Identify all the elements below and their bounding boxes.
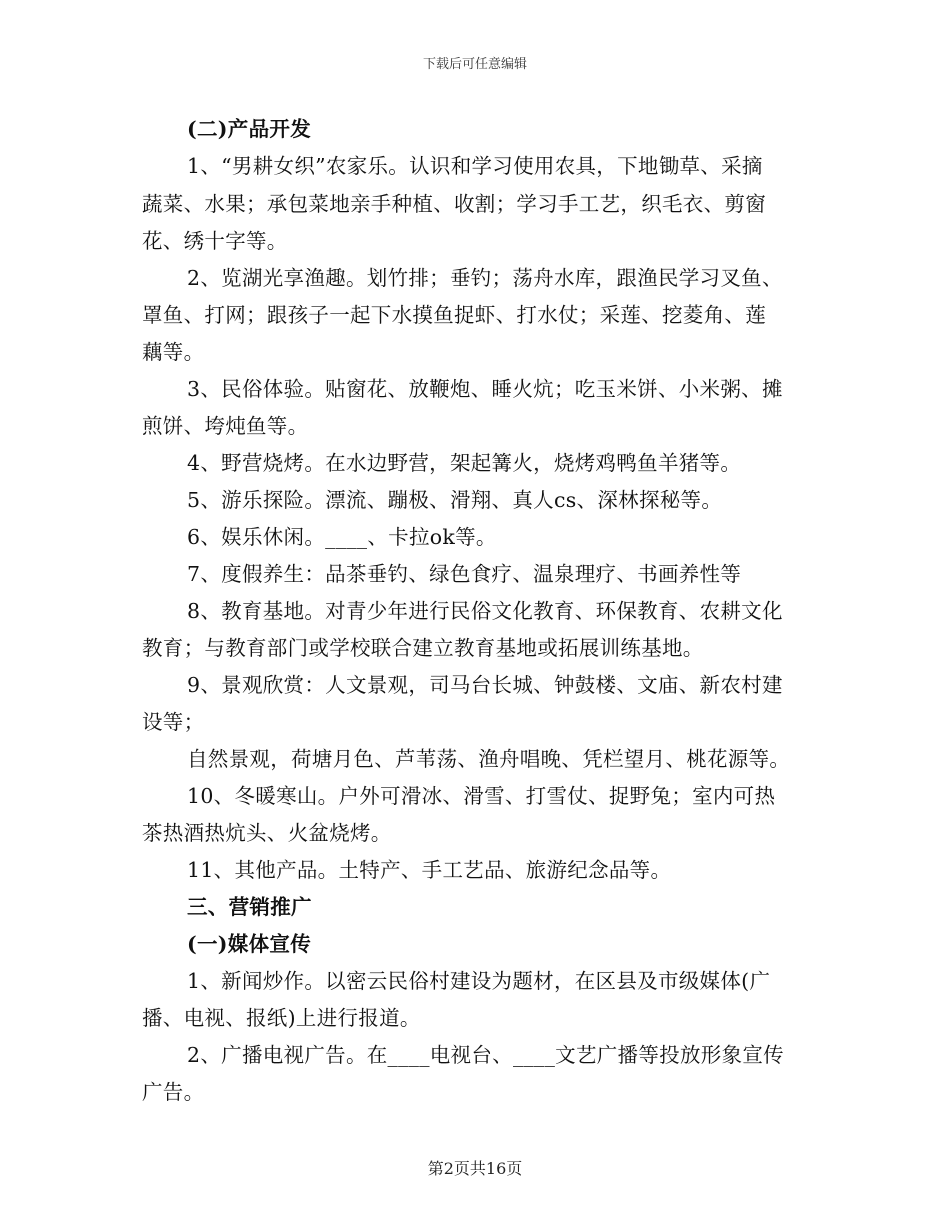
paragraph-line: 1、“男耕女织”农家乐。认识和学习使用农具，下地锄草、采摘 [187,154,763,178]
page-number: 第2页共16页 [427,1159,523,1178]
paragraph-line: 1、新闻炒作。以密云民俗村建设为题材，在区县及市级媒体(广 [187,969,771,993]
paragraph-line: 藕等。 [142,340,205,364]
paragraph-line: 5、游乐探险。漂流、蹦极、滑翔、真人cs、深林探秘等。 [187,488,723,512]
paragraph-line: 3、民俗体验。贴窗花、放鞭炮、睡火炕；吃玉米饼、小米粥、摊 [187,377,783,401]
paragraph-line: 6、娱乐休闲。____、卡拉ok等。 [187,525,497,549]
paragraph-line: 茶热酒热炕头、火盆烧烤。 [142,821,392,845]
section-heading: (二)产品开发 [187,117,311,141]
subsection-heading: (一)媒体宣传 [187,932,311,956]
section-heading: 三、营销推广 [187,895,312,919]
paragraph-line: 9、景观欣赏：人文景观，司马台长城、钟鼓楼、文庙、新农村建 [187,673,783,697]
paragraph-line: 罩鱼、打网；跟孩子一起下水摸鱼捉虾、打水仗；采莲、挖菱角、莲 [142,303,766,327]
paragraph-line: 设等； [142,710,205,734]
paragraph-line: 煎饼、垮炖鱼等。 [142,414,309,438]
paragraph-line: 教育；与教育部门或学校联合建立教育基地或拓展训练基地。 [142,636,704,660]
paragraph-line: 2、广播电视广告。在____电视台、____文艺广播等投放形象宣传 [187,1043,784,1067]
paragraph-line: 播、电视、报纸)上进行报道。 [142,1006,421,1030]
paragraph-line: 花、绣十字等。 [142,229,288,253]
page-header: 下载后可任意编辑 [422,57,527,72]
paragraph-line: 4、野营烧烤。在水边野营，架起篝火，烧烤鸡鸭鱼羊猪等。 [187,451,742,475]
paragraph-line: 7、度假养生：品茶垂钓、绿色食疗、温泉理疗、书画养性等 [187,562,742,586]
paragraph-line: 10、冬暖寒山。户外可滑冰、滑雪、打雪仗、捉野兔；室内可热 [187,784,776,808]
paragraph-line: 2、览湖光享渔趣。划竹排；垂钓；荡舟水库，跟渔民学习叉鱼、 [187,266,783,290]
paragraph-line: 11、其他产品。土特产、手工艺品、旅游纪念品等。 [187,858,672,882]
paragraph-line: 8、教育基地。对青少年进行民俗文化教育、环保教育、农耕文化 [187,599,783,623]
paragraph-line: 广告。 [142,1080,205,1104]
paragraph-line: 蔬菜、水果；承包菜地亲手种植、收割；学习手工艺，织毛衣、剪窗 [142,192,766,216]
paragraph-line: 自然景观，荷塘月色、芦苇荡、渔舟唱晚、凭栏望月、桃花源等。 [187,747,791,771]
